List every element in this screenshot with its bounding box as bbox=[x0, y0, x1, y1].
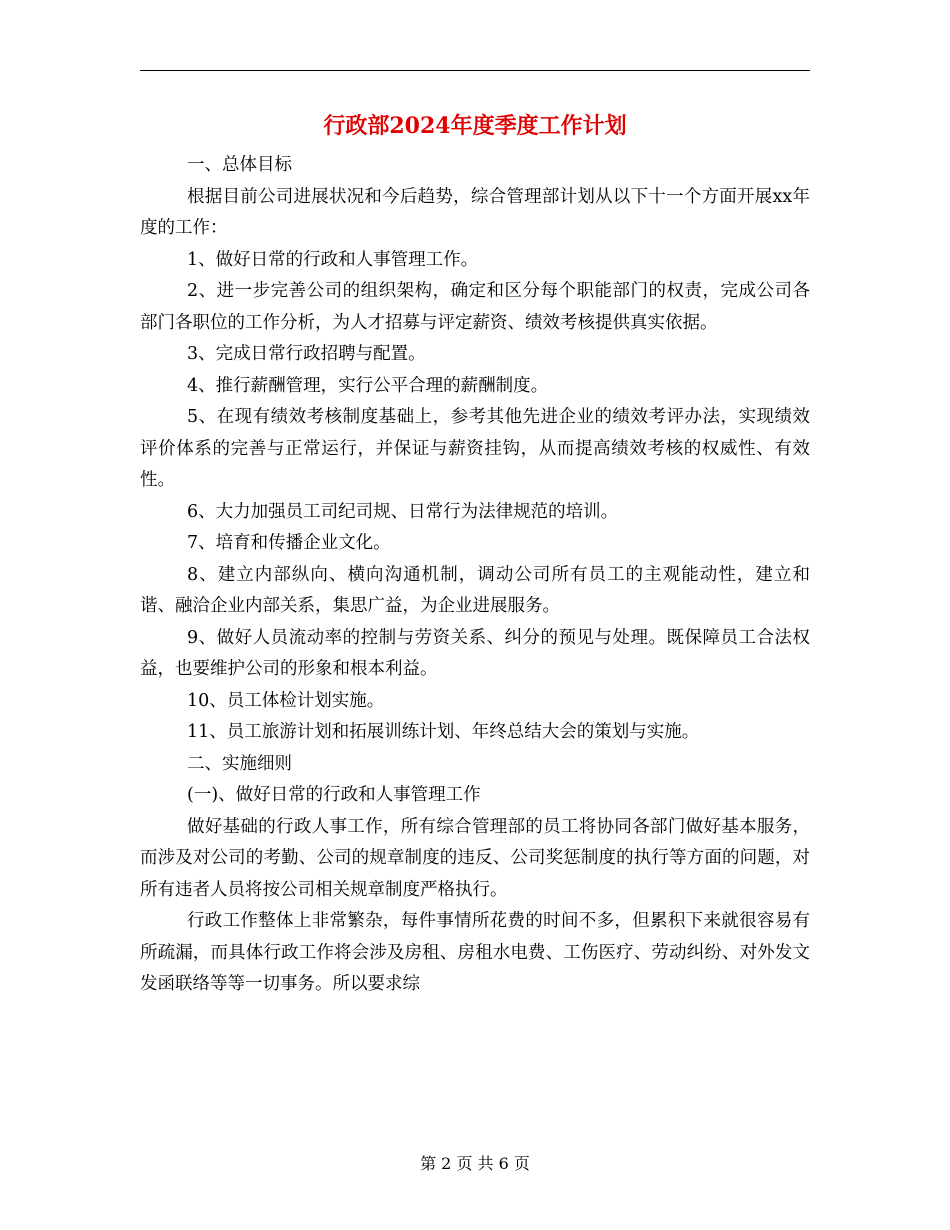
paragraph: 一、总体目标 bbox=[187, 155, 292, 175]
paragraph: (一)、做好日常的行政和人事管理工作 bbox=[187, 785, 481, 805]
paragraph: 1、做好日常的行政和人事管理工作。 bbox=[187, 249, 479, 270]
paragraph: 10、员工体检计划实施。 bbox=[187, 690, 385, 711]
paragraph: 7、培育和传播企业文化。 bbox=[187, 533, 391, 553]
paragraph: 做好基础的行政人事工作，所有综合管理部的员工将协同各部门做好基本服务，而涉及对公司的考勤、公司的规章制度的违反、公司奖惩制度的执行等方面的问题，对所有违者人员将按公司相关规章制度严格执行。 bbox=[140, 816, 810, 900]
paragraph: 4、推行薪酬管理，实行公平合理的薪酬制度。 bbox=[187, 375, 549, 396]
paragraph: 二、实施细则 bbox=[187, 753, 292, 774]
document-title: 行政部2024年度季度工作计划 bbox=[323, 113, 627, 139]
paragraph: 11、员工旅游计划和拓展训练计划、年终总结大会的策划与实施。 bbox=[187, 722, 700, 742]
paragraph: 5、在现有绩效考核制度基础上，参考其他先进企业的绩效考评办法，实现绩效评价体系的完善与正常运行，并保证与薪资挂钩，从而提高绩效考核的权威性、有效性。 bbox=[140, 407, 810, 490]
paragraph: 6、大力加强员工司纪司规、日常行为法律规范的培训。 bbox=[187, 501, 619, 522]
document-body bbox=[140, 150, 810, 1001]
header-rule bbox=[140, 70, 810, 71]
paragraph: 2、进一步完善公司的组织架构，确定和区分每个职能部门的权责，完成公司各部门各职位的工作分析，为人才招募与评定薪资、绩效考核提供真实依据。 bbox=[140, 281, 810, 333]
paragraph: 8、建立内部纵向、横向沟通机制，调动公司所有员工的主观能动性，建立和谐、融洽企业内部关系，集思广益，为企业进展服务。 bbox=[140, 564, 810, 616]
paragraph: 根据目前公司进展状况和今后趋势，综合管理部计划从以下十一个方面开展xx年度的工作： bbox=[140, 186, 810, 238]
paragraph: 9、做好人员流动率的控制与劳资关系、纠分的预见与处理。既保障员工合法权益，也要维护公司的形象和根本利益。 bbox=[140, 627, 810, 679]
paragraph: 行政工作整体上非常繁杂，每件事情所花费的时间不多，但累积下来就很容易有所疏漏，而具体行政工作将会涉及房租、房租水电费、工伤医疗、劳动纠纷、对外发文发函联络等等一切事务。所以要求综 bbox=[140, 911, 810, 994]
paragraph: 3、完成日常行政招聘与配置。 bbox=[187, 344, 426, 364]
page-number-footer: 第 2 页 共 6 页 bbox=[420, 1154, 530, 1173]
